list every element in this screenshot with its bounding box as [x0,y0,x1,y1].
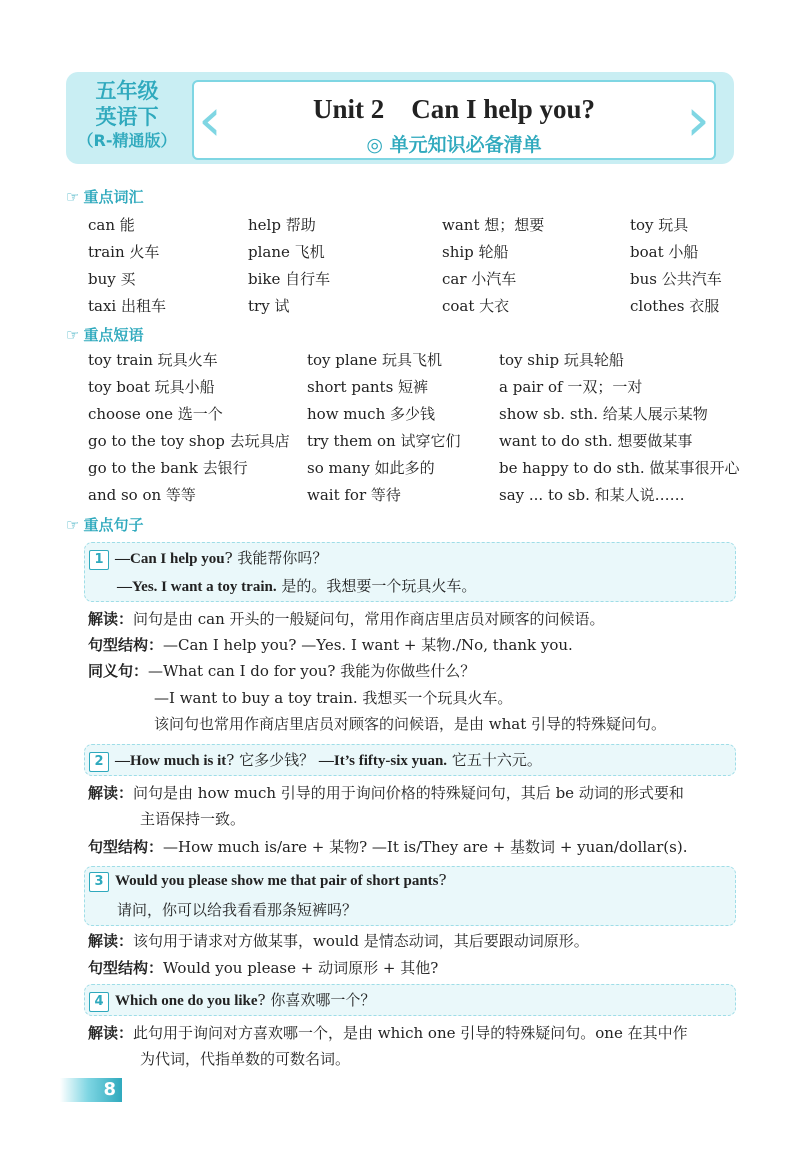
sentence-4-line-a [89,989,375,1012]
sentence-zh: ? 我能帮你吗？ [224,549,328,567]
phrase-item: toy boat 玩具小船 [88,378,215,396]
vocab-item: coat 大衣 [442,297,510,315]
structure-label: 句型结构： [88,838,164,856]
explanation-label: 解读： [88,610,134,628]
phrase-item: toy ship 玩具轮船 [499,351,624,369]
vocab-row [88,266,738,293]
phrase-row [88,401,738,428]
phrase-item: a pair of 一双；一对 [499,378,643,396]
page-number-badge [60,1078,122,1102]
vocab-item: can 能 [88,216,135,234]
unit-banner [66,72,734,164]
structure-text: —Can I help you? —Yes. I want + 某物./No, thank you. [163,636,573,654]
sentence-number-badge: 1 [89,550,109,570]
sentence-box-3 [84,866,736,926]
phrase-item: short pants 短裤 [307,378,429,396]
structure-text: Would you please + 动词原形 + 其他? [163,959,439,977]
phrase-item: show sb. sth. 给某人展示某物 [499,405,708,423]
vocab-heading-text: 重点词汇 [83,188,144,206]
sentence-zh: 是的。我想要一个玩具火车。 [276,577,477,595]
edition-text: （R-精通版） [77,131,177,150]
page-number: 8 [103,1079,116,1100]
phrase-row [88,482,738,509]
vocab-item: bike 自行车 [248,270,331,288]
vocab-item: train 火车 [88,243,160,261]
chevron-right-icon: › [686,85,710,155]
sentence-en: —It’s fifty-six yuan. [318,753,448,769]
sentence-zh: ? 它多少钱？ [226,751,315,769]
phrase-item: wait for 等待 [307,486,401,504]
phrase-item: toy train 玩具火车 [88,351,218,369]
sentence-box-4 [84,984,736,1016]
phrase-row [88,374,738,401]
vocab-item: buy 买 [88,270,136,288]
synonym-text: —I want to buy a toy train. 我想买一个玩具火车。 [154,689,513,707]
sentence-1-line-b [117,575,476,596]
explanation-label: 解读： [88,784,134,802]
subject-text: 英语下 [95,105,159,129]
sentence-zh: ? [438,871,447,889]
page-title: Unit 2 Can I help you? [312,94,596,124]
vocab-item: plane 飞机 [248,243,325,261]
explanation-text: 该句用于请求对方做某事，would 是情态动词，其后要跟动词原形。 [133,932,589,950]
synonym-note: 该问句也常用作商店里店员对顾客的问候语，是由 what 引导的特殊疑问句。 [154,715,667,733]
sentence-en: —Yes. I want a toy train. [117,579,277,595]
phrases-grid [88,347,738,509]
synonym-label: 同义句： [88,662,149,680]
explanation-text: 问句是由 can 开头的一般疑问句，常用作商店里店员对顾客的问候语。 [133,610,605,628]
sentence-number-badge: 4 [89,992,109,1012]
sentence-en: Which one do you like [115,993,258,1009]
sentence-zh: 请问，你可以给我看看那条短裤吗？ [117,901,358,919]
phrase-item: toy plane 玩具飞机 [307,351,442,369]
synonym-text: —What can I do for you? 我能为你做些什么？ [148,662,476,680]
sentence-en: Would you please show me that pair of short pants [115,873,439,889]
phrase-item: how much 多少钱 [307,405,436,423]
phrase-item: go to the toy shop 去玩具店 [88,432,290,450]
structure [88,957,438,978]
grade-text: 五年级 [95,79,159,103]
phrase-row [88,347,738,374]
sentence-zh: ? 你喜欢哪一个？ [257,991,376,1009]
structure [88,634,573,655]
explanation-text: 问句是由 how much 引导的用于询问价格的特殊疑问句，其后 be 动词的形式要和 [133,784,684,802]
explanation-label: 解读： [88,932,134,950]
explanation [88,782,684,803]
phrase-item: choose one 选一个 [88,405,223,423]
pointing-hand-icon: ☞ [66,188,80,206]
vocab-grid [88,212,738,320]
sentence-en: —How much is it [115,753,227,769]
explanation [88,608,605,629]
phrase-item: be happy to do sth. 做某事很开心 [499,459,740,477]
sentence-1-line-a [89,547,327,570]
vocab-item: bus 公共汽车 [630,270,722,288]
phrase-item: try them on 试穿它们 [307,432,461,450]
pointing-hand-icon: ☞ [66,326,80,344]
explanation-text: 主语保持一致。 [140,810,246,828]
phrase-item: and so on 等等 [88,486,196,504]
phrases-heading-text: 重点短语 [83,326,144,344]
sentences-heading [66,514,143,535]
phrase-row [88,455,738,482]
vocab-item: toy 玩具 [630,216,689,234]
sentences-heading-text: 重点句子 [83,516,144,534]
explanation-label: 解读： [88,1024,134,1042]
vocab-item: boat 小船 [630,243,699,261]
vocab-heading [66,186,143,207]
phrase-item: so many 如此多的 [307,459,435,477]
sentence-box-1 [84,542,736,602]
vocab-row [88,293,738,320]
vocab-item: taxi 出租车 [88,297,166,315]
title-panel [192,80,716,160]
structure-label: 句型结构： [88,959,164,977]
phrase-row [88,428,738,455]
vocab-item: clothes 衣服 [630,297,720,315]
phrase-item: want to do sth. 想要做某事 [499,432,693,450]
structure [88,836,687,857]
page-subtitle: ◎ 单元知识必备清单 [366,134,542,156]
sentence-2-line-a [89,749,542,772]
structure-text: —How much is/are + 某物? —It is/They are + 基数词 + yuan/dollar(s). [163,838,688,856]
sentence-box-2 [84,744,736,776]
synonym [88,660,475,681]
sentence-number-badge: 3 [89,872,109,892]
chevron-left-icon: ‹ [198,85,222,155]
phrase-item: say ... to sb. 和某人说…… [499,486,685,504]
sentence-en: —Can I help you [115,551,225,567]
vocab-item: help 帮助 [248,216,316,234]
pointing-hand-icon: ☞ [66,516,80,534]
phrase-item: go to the bank 去银行 [88,459,248,477]
sentence-zh: 它五十六元。 [447,751,542,769]
sentence-3-line-a [89,871,447,892]
explanation [88,1022,688,1043]
explanation-text: 为代词，代指单数的可数名词。 [140,1050,351,1068]
grade-label [74,78,180,152]
explanation-text: 此句用于询问对方喜欢哪一个，是由 which one 引导的特殊疑问句。one 在其中作 [133,1024,688,1042]
vocab-row [88,239,738,266]
vocab-item: want 想；想要 [442,216,545,234]
sentence-number-badge: 2 [89,752,109,772]
vocab-item: ship 轮船 [442,243,509,261]
vocab-item: try 试 [248,297,290,315]
explanation [88,930,589,951]
structure-label: 句型结构： [88,636,164,654]
phrases-heading [66,324,143,345]
vocab-row [88,212,738,239]
vocab-item: car 小汽车 [442,270,517,288]
